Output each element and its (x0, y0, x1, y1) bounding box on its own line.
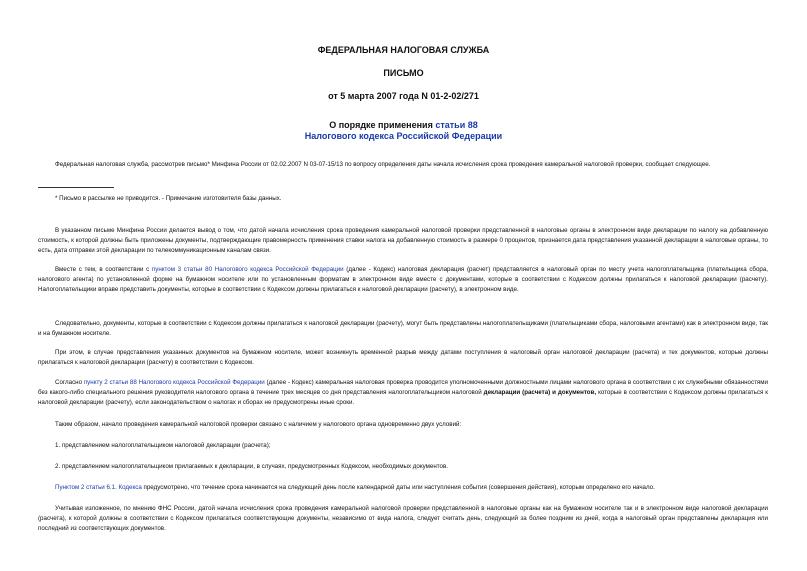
paragraph-4: Следовательно, документы, которые в соответствии с Кодексом должны прилагаться к налоговой декларации (расчету), могут быть представлены налогоплательщиками (плательщиками сбора, налоговыми агентами) как в электронном виде, так и на бумажном носителе. (38, 320, 768, 338)
paragraph-intro: Федеральная налоговая служба, рассмотрев письмо* Минфина России от 02.02.2007 N 03-07-15/13 по вопросу определения даты начала исчисления срока проведения камеральной налоговой проверки, сообщает следующее. (55, 161, 711, 168)
article-80-link[interactable]: пунктом 3 статьи 80 Налогового кодекса Российской Федерации (151, 266, 344, 273)
footnote: * Письмо в рассылке не приводится. - Примечание изготовителя базы данных. (55, 195, 282, 202)
paragraph-6-text-b: (далее - Кодекс) камеральная налоговая проверка проводится уполномоченными должностными лицами налогового органа в соответствии с их служебными обязанностями без какого-либо специального решения руководителя налогового органа в течение трех месяцев со дня представления налогоплательщиком налоговой (38, 379, 768, 397)
condition-2: 2. представлением налогоплательщиком прилагаемых к декларации, в случаях, предусмотренных Кодексом, необходимых документов. (55, 463, 448, 470)
paragraph-6-text-a: Согласно (55, 379, 84, 386)
article-6-1-link[interactable]: Пунктом 2 статьи 6.1. Кодекса (55, 484, 142, 491)
agency-title: ФЕДЕРАЛЬНАЯ НАЛОГОВАЯ СЛУЖБА (317, 45, 490, 55)
article-88-point-2-link[interactable]: пункту 2 статьи 88 Налогового кодекса Российской Федерации (83, 379, 265, 386)
subject-code-link[interactable]: Налогового кодекса Российской Федерации (304, 131, 503, 141)
paragraph-2: В указанном письме Минфина России делается вывод о том, что датой начала исчисления срока проведения камеральной налоговой проверки представленной в налоговые органы в электронном виде декларации по налогу на добавленную стоимость, к которой должны быть приложены документы, подтверждающие правомерность применения ставки налога на добавленную стоимость в размере 0 процентов, признается дата представления указанной декларации в налоговые органы, то есть, дата отправки этой декларации по телекоммуникационным каналам связи. (38, 227, 768, 255)
subject-prefix: О порядке применения (329, 120, 436, 130)
condition-1: 1. представлением налогоплательщиком налоговой декларации (расчета); (55, 442, 271, 449)
paragraph-conclusion: Учитывая изложенное, по мнению ФНС России, датой начала исчисления срока проведения камеральной налоговой проверки представленной в налоговые органы как на бумажном носителе так и в электронном виде налоговой декларации (расчета), к которой должны в соответствии с Кодексом прилагаться соответствующие документы, независимо от вида налога, следует считать день, следующий за более поздним из дней, когда в налоговый орган представлены декларация или последний из соответствующих документов. (38, 505, 768, 533)
document-subject (0, 120, 807, 131)
paragraph-10 (38, 483, 768, 493)
paragraph-10-text: предусмотрено, что течение срока начинается на следующий день после календарной даты или наступления события (совершения действия), которым определено его начало. (141, 484, 655, 491)
document-date-number: от 5 марта 2007 года N 01-2-02/271 (328, 91, 479, 101)
paragraph-3 (38, 265, 768, 296)
footnote-divider (38, 187, 114, 188)
paragraph-6-text-c: которые в соответствии с Кодексом должны прилагаться к налоговой декларации (расчету), если законодательством о налогах и сборах не предусмотрены иные сроки. (38, 389, 768, 407)
paragraph-6-bold: декларации (расчета) и документов, (483, 389, 597, 397)
document-type: ПИСЬМО (383, 68, 424, 78)
paragraph-6 (38, 378, 768, 409)
paragraph-3-text-b: (далее - Кодекс) налоговая декларация (расчет) представляется в налоговый орган по месту учета налогоплательщика (плательщика сбора, налогового агента) по установленной форме на бумажном носителе или по установленным форматам в электронном виде вместе с документами, которые в соответствии с Кодексом должны прилагаться к налоговой декларации (расчету). Налогоплательщики вправе представить документы, которые в соответствии с Кодексом должны прилагаться к налоговой декларации (расчету), в электронном виде. (38, 266, 769, 294)
paragraph-3-text-a: Вместе с тем, в соответствии с (55, 266, 152, 273)
article-88-link[interactable]: статьи 88 (435, 120, 478, 130)
paragraph-5: При этом, в случае представления указанных документов на бумажном носителе, может возникнуть временной разрыв между датами поступления в налоговый орган налоговой декларации (расчета) и тех документов, которые должны прилагаться к налоговой декларации (расчету) в соответствии с Кодексом. (38, 349, 768, 367)
paragraph-7: Таким образом, начало проведения камеральной налоговой проверки связано с наличием у налогового органа одновременно двух условий: (55, 421, 462, 428)
